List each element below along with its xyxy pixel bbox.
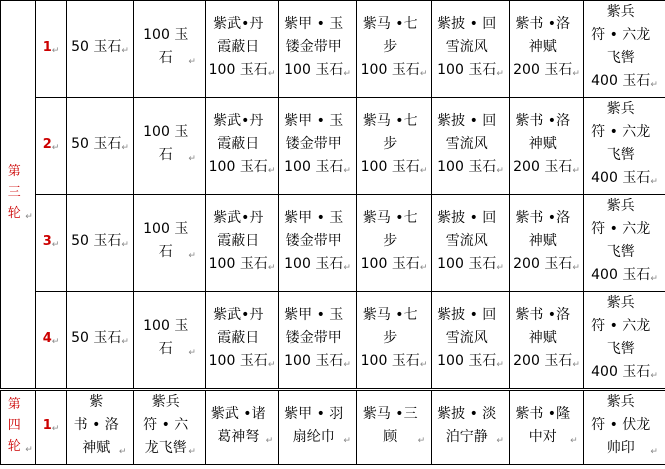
reward-cell: 紫甲 • 玉 镂金带甲 100 玉石↵ [279,98,357,195]
paragraph-mark: ↵ [267,262,276,273]
reward-cell: 紫书 •隆 中对 ↵ [510,390,584,465]
paragraph-mark: ↵ [570,435,578,446]
paragraph-mark: ↵ [51,45,60,56]
paragraph-mark: ↵ [343,359,351,370]
reward-cell: 紫武•丹 霞蔽日 100 玉石↵ [206,292,279,390]
paragraph-mark: ↵ [650,447,658,457]
reward-cell: 紫马 •七 步 100 玉石↵ [357,1,432,98]
paragraph-mark: ↵ [121,336,129,347]
paragraph-mark: ↵ [51,336,60,347]
reward-cell: 紫武•丹 霞蔽日 100 玉石↵ [206,1,279,98]
paragraph-mark: ↵ [343,165,351,176]
paragraph-mark: ↵ [496,68,504,79]
reward-cell: 紫兵 符 • 六龙 飞辔 400 玉石↵ [584,292,665,390]
paragraph-mark: ↵ [419,165,428,176]
reward-cell: 紫武•丹 霞蔽日 100 玉石↵ [206,195,279,292]
paragraph-mark: ↵ [343,435,351,446]
reward-cell: 紫兵 符 • 六龙 飞辔 400 玉石↵ [584,98,665,195]
paragraph-mark: ↵ [188,348,196,358]
table-row [1,195,665,292]
reward-cell: 紫马 •七 步 100 玉石↵ [357,195,432,292]
reward-cell: 50 玉石↵ [67,292,134,390]
reward-cell: 紫书 •洛 神赋 200 玉石↵ [510,292,584,390]
paragraph-mark: ↵ [188,447,196,457]
row-number: 1↵ [36,390,67,465]
reward-cell: 紫甲 • 玉 镂金带甲 100 玉石↵ [279,195,357,292]
paragraph-mark: ↵ [419,68,428,79]
paragraph-mark: ↵ [25,212,33,222]
paragraph-mark: ↵ [650,274,658,284]
reward-cell: 紫书 •洛 神赋 200 玉石↵ [510,1,584,98]
paragraph-mark: ↵ [496,359,504,370]
round-label: 第四 轮 ↵ [1,390,36,465]
paragraph-mark: ↵ [343,68,351,79]
paragraph-mark: ↵ [496,262,504,273]
paragraph-mark: ↵ [496,435,504,446]
paragraph-mark: ↵ [572,68,580,79]
reward-table-body [1,1,665,465]
paragraph-mark: ↵ [572,359,580,370]
reward-cell: 紫书 •洛 神赋 200 玉石↵ [510,98,584,195]
row-number: 2↵ [36,98,67,195]
paragraph-mark: ↵ [188,251,196,261]
paragraph-mark: ↵ [118,447,127,457]
reward-cell: 紫书 •洛 神赋 200 玉石↵ [510,195,584,292]
table-row [1,390,665,465]
row-number: 4↵ [36,292,67,390]
row-number: 1↵ [36,1,67,98]
reward-cell: 50 玉石↵ [67,1,134,98]
paragraph-mark: ↵ [572,165,580,176]
paragraph-mark: ↵ [572,262,580,273]
paragraph-mark: ↵ [51,424,60,434]
reward-cell: 100 玉 石 ↵ [134,1,206,98]
reward-cell: 紫披 • 回 雪流风 100 玉石↵ [432,292,510,390]
paragraph-mark: ↵ [267,359,276,370]
paragraph-mark: ↵ [650,80,658,90]
reward-cell: 50 玉石↵ [67,195,134,292]
paragraph-mark: ↵ [267,68,276,79]
paragraph-mark: ↵ [188,154,196,164]
table-row [1,292,665,390]
paragraph-mark: ↵ [343,262,351,273]
reward-cell: 100 玉 石 ↵ [134,292,206,390]
reward-cell: 紫武 •诸 葛神弩 ↵ [206,390,279,465]
paragraph-mark: ↵ [496,165,504,176]
paragraph-mark: ↵ [650,371,658,381]
reward-cell: 50 玉石↵ [67,98,134,195]
reward-cell: 紫武•丹 霞蔽日 100 玉石↵ [206,98,279,195]
paragraph-mark: ↵ [419,262,428,273]
paragraph-mark: ↵ [419,359,428,370]
reward-cell: 紫披 • 回 雪流风 100 玉石↵ [432,1,510,98]
reward-cell: 紫披 • 回 雪流风 100 玉石↵ [432,195,510,292]
paragraph-mark: ↵ [650,177,658,187]
reward-cell: 紫甲 • 羽 扇纶巾 ↵ [279,390,357,465]
paragraph-mark: ↵ [417,435,426,446]
paragraph-mark: ↵ [25,445,33,455]
reward-cell: 紫兵 符 • 六龙 飞辔 400 玉石↵ [584,195,665,292]
reward-cell: 100 玉 石 ↵ [134,195,206,292]
reward-cell: 紫马 •三 顾 ↵ [357,390,432,465]
reward-cell: 紫披 • 回 雪流风 100 玉石↵ [432,98,510,195]
paragraph-mark: ↵ [51,239,60,250]
reward-cell: 紫马 •七 步 100 玉石↵ [357,292,432,390]
reward-cell: 紫兵 符 • 六龙 飞辔 400 玉石↵ [584,1,665,98]
paragraph-mark: ↵ [121,142,129,153]
reward-cell: 紫兵 符 • 六 龙飞辔 ↵ [134,390,206,465]
reward-cell: 紫甲 • 玉 镂金带甲 100 玉石↵ [279,1,357,98]
reward-cell: 100 玉 石 ↵ [134,98,206,195]
round-label: 第 三 轮 ↵ [1,1,36,390]
row-number: 3↵ [36,195,67,292]
paragraph-mark: ↵ [265,435,274,446]
reward-cell: 紫兵 符 • 伏龙 帅印 ↵ [584,390,665,465]
reward-cell: 紫披 • 淡 泊宁静 ↵ [432,390,510,465]
reward-cell: 紫 书 • 洛 神赋 ↵ [67,390,134,465]
paragraph-mark: ↵ [51,142,60,153]
paragraph-mark: ↵ [188,57,196,67]
paragraph-mark: ↵ [121,239,129,250]
reward-cell: 紫甲 • 玉 镂金带甲 100 玉石↵ [279,292,357,390]
table-row [1,98,665,195]
paragraph-mark: ↵ [267,165,276,176]
paragraph-mark: ↵ [121,45,129,56]
table-row [1,1,665,98]
reward-cell: 紫马 •七 步 100 玉石↵ [357,98,432,195]
